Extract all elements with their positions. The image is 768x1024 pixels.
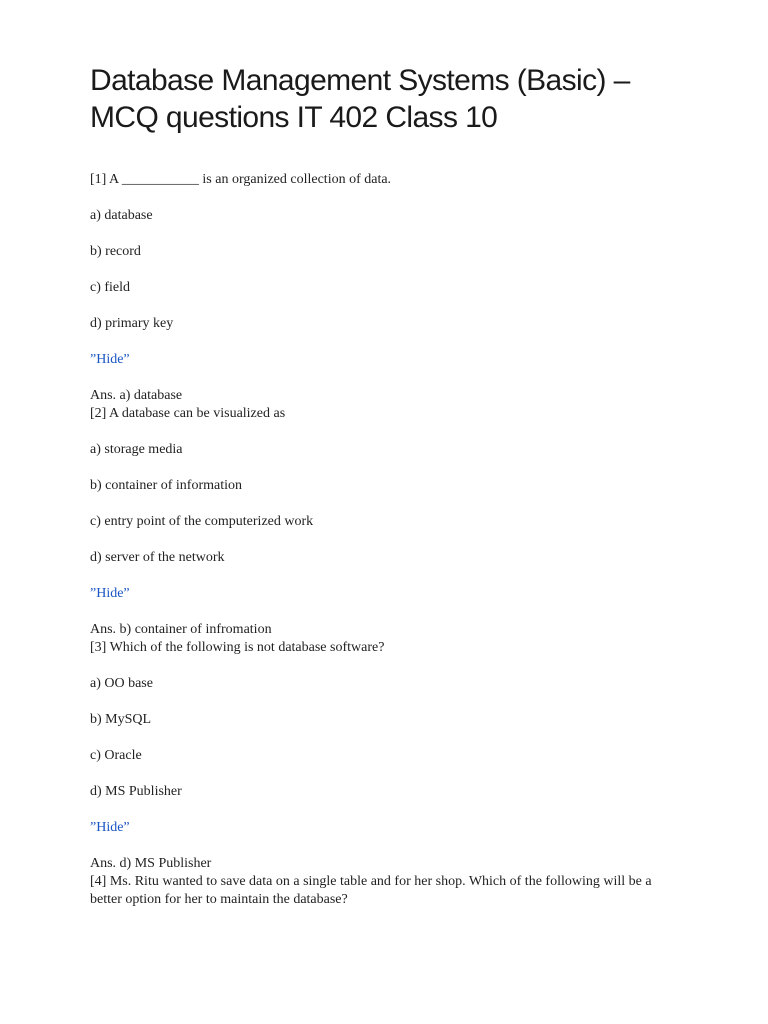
question-block xyxy=(90,171,690,405)
page-title: Database Management Systems (Basic) – MCQ questions IT 402 Class 10 xyxy=(90,64,630,134)
option-d: d) MS Publisher xyxy=(90,784,182,799)
question-block xyxy=(90,873,690,909)
mcq-content xyxy=(90,171,690,909)
hide-answer-link[interactable]: ”Hide” xyxy=(90,352,130,367)
option-d: d) primary key xyxy=(90,316,174,331)
option-a: a) database xyxy=(90,208,153,223)
hide-answer-link[interactable]: ”Hide” xyxy=(90,586,130,601)
question-block xyxy=(90,639,690,873)
option-b: b) MySQL xyxy=(90,712,152,727)
option-a: a) storage media xyxy=(90,442,183,457)
option-b: b) record xyxy=(90,244,141,259)
option-c: c) entry point of the computerized work xyxy=(90,514,314,529)
option-d: d) server of the network xyxy=(90,550,225,565)
question-text: [2] A database can be visualized as xyxy=(90,406,286,421)
option-a: a) OO base xyxy=(90,676,153,691)
hide-answer-link[interactable]: ”Hide” xyxy=(90,820,130,835)
question-text: [4] Ms. Ritu wanted to save data on a single table and for her shop. Which of the following will be a better option for her to maintain the database? xyxy=(90,874,652,907)
answer-text: Ans. d) MS Publisher xyxy=(90,856,212,871)
question-block xyxy=(90,405,690,639)
option-b: b) container of information xyxy=(90,478,243,493)
document-page xyxy=(90,62,690,909)
question-text: [3] Which of the following is not database software? xyxy=(90,640,385,655)
option-c: c) field xyxy=(90,280,131,295)
option-c: c) Oracle xyxy=(90,748,142,763)
question-text: [1] A ___________ is an organized collection of data. xyxy=(90,172,392,187)
answer-text: Ans. b) container of infromation xyxy=(90,622,272,637)
answer-text: Ans. a) database xyxy=(90,388,183,403)
